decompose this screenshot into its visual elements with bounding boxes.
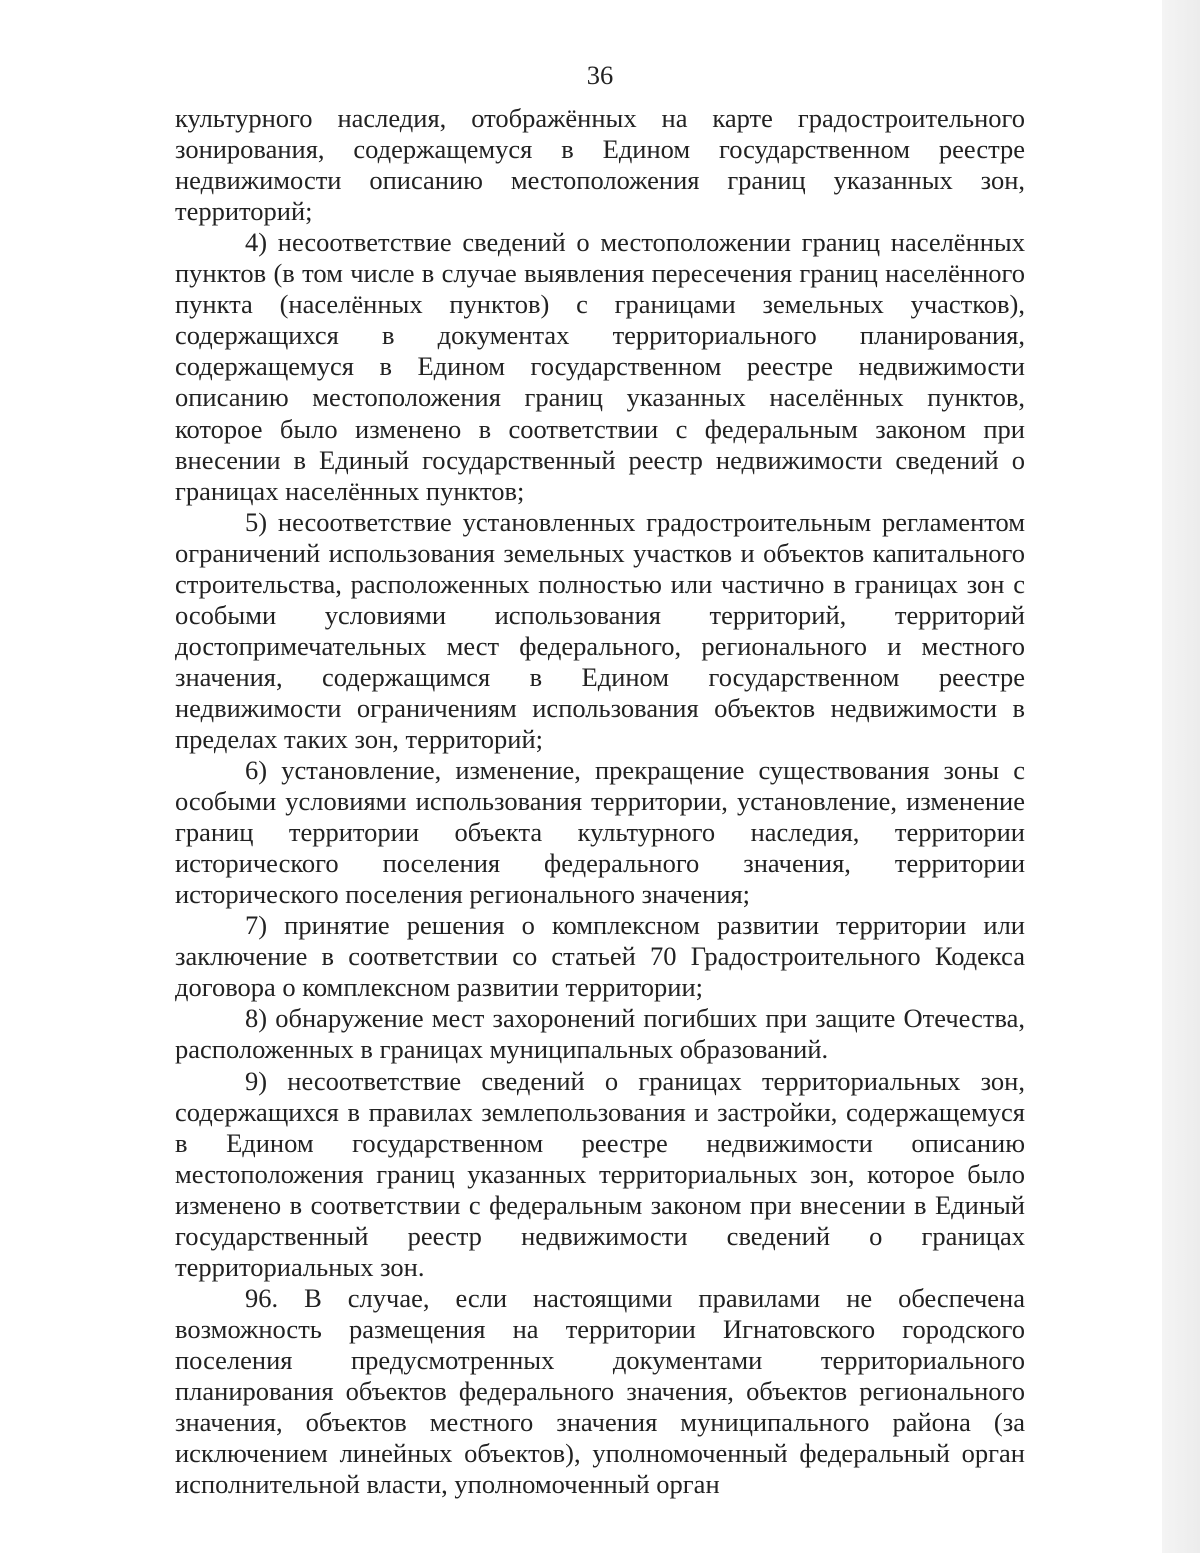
paragraph-continuation: культурного наследия, отображённых на карте градостроительного зонирования, содержащемуся в Едином государственном реестре недвижимости описанию местоположения границ указанных зон, территорий; xyxy=(175,103,1025,227)
paragraph-item-9: 9) несоответствие сведений о границах территориальных зон, содержащихся в правилах землепользования и застройки, содержащемуся в Едином государственном реестре недвижимости описанию местоположения границ указанных территориальных зон, которое было изменено в соответствии с федеральным законом при внесении в Единый государственный реестр недвижимости сведений о границах территориальных зон. xyxy=(175,1065,1025,1282)
paragraph-96: 96. В случае, если настоящими правилами не обеспечена возможность размещения на территории Игнатовского городского поселения предусмотренных документами территориального планирования объектов федерального значения, объектов регионального значения, объектов местного значения муниципального района (за исключением линейных объектов), уполномоченный федеральный орган исполнительной власти, уполномоченный орган xyxy=(175,1282,1025,1500)
paragraph-item-8: 8) обнаружение мест захоронений погибших при защите Отечества, расположенных в границах муниципальных образований. xyxy=(175,1003,1025,1065)
paragraph-item-5: 5) несоответствие установленных градостроительным регламентом ограничений использования земельных участков и объектов капитального строительства, расположенных полностью или частично в границах зон с особыми условиями использования территорий, территорий достопримечательных мест федерального, регионального и местного значения, содержащимся в Едином государственном реестре недвижимости ограничениям использования объектов недвижимости в пределах таких зон, территорий; xyxy=(175,506,1025,754)
scan-edge xyxy=(1162,0,1200,1553)
page-number: 36 xyxy=(586,60,614,90)
document-page xyxy=(175,60,1025,1500)
paragraph-item-6: 6) установление, изменение, прекращение существования зоны с особыми условиями использования территории, установление, изменение границ территории объекта культурного наследия, территории исторического поселения федерального значения, территории исторического поселения регионального значения; xyxy=(175,755,1025,910)
paragraph-item-7: 7) принятие решения о комплексном развитии территории или заключение в соответствии со статьей 70 Градостроительного Кодекса договора о комплексном развитии территории; xyxy=(175,910,1025,1003)
paragraph-item-4: 4) несоответствие сведений о местоположении границ населённых пунктов (в том числе в случае выявления пересечения границ населённого пункта (населённых пунктов) с границами земельных участков), содержащихся в документах территориального планирования, содержащемуся в Едином государственном реестре недвижимости описанию местоположения границ указанных населённых пунктов, которое было изменено в соответствии с федеральным законом при внесении в Единый государственный реестр недвижимости сведений о границах населённых пунктов; xyxy=(175,227,1025,506)
